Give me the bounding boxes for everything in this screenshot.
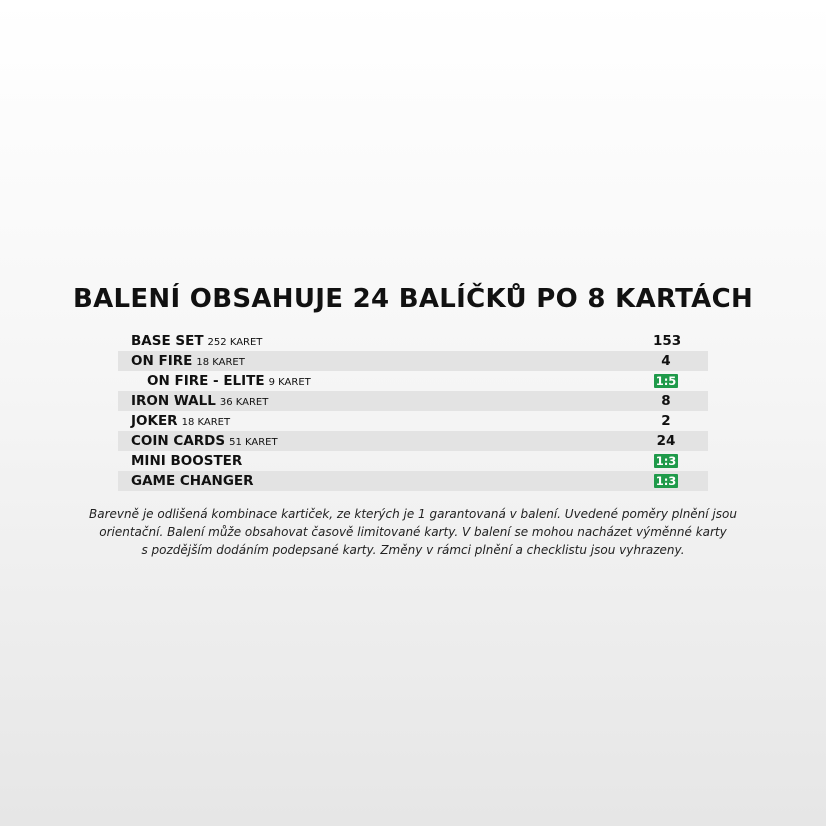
- row-name: ON FIRE - ELITE: [147, 373, 265, 389]
- row-card-count: 9 KARET: [268, 377, 311, 388]
- row-value: 8: [661, 393, 671, 409]
- disclaimer-note: [40, 505, 786, 559]
- note-line: s pozdějším dodáním podepsané karty. Změny v rámci plnění a checklistu jsou vyhrazeny.: [141, 543, 685, 557]
- row-card-count: 18 KARET: [181, 417, 231, 428]
- row-card-count: 18 KARET: [196, 357, 245, 368]
- row-name: MINI BOOSTER: [131, 453, 243, 469]
- note-line: Barevně je odlišená kombinace kartiček, ze kterých je 1 garantovaná v balení. Uvedené poměry plnění jsou: [89, 507, 737, 521]
- row-card-count: 252 KARET: [207, 337, 263, 348]
- row-label: [118, 333, 262, 349]
- table-row-on-fire: [118, 351, 708, 371]
- row-name: COIN CARDS: [131, 433, 226, 449]
- table-row-base-set: [118, 331, 708, 351]
- row-name: BASE SET: [131, 333, 204, 349]
- row-label: [118, 473, 258, 489]
- row-label: [118, 413, 230, 429]
- table-row-on-fire-elite: [118, 371, 708, 391]
- table-row-iron-wall: [118, 391, 708, 411]
- ratio-badge: 1:3: [655, 454, 677, 468]
- row-name: IRON WALL: [131, 393, 216, 409]
- row-label: [118, 373, 311, 389]
- row-value: 2: [661, 413, 671, 429]
- page-title: BALENÍ OBSAHUJE 24 BALÍČKŮ PO 8 KARTÁCH: [72, 284, 754, 314]
- table-row-game-changer: [118, 471, 708, 491]
- row-label: [118, 453, 246, 469]
- table-row-mini-booster: [118, 451, 708, 471]
- row-card-count: 36 KARET: [219, 397, 269, 408]
- row-value: 4: [661, 353, 671, 369]
- row-value: 153: [653, 333, 682, 349]
- ratio-badge: 1:3: [655, 474, 677, 488]
- row-value: 24: [656, 433, 676, 449]
- row-name: GAME CHANGER: [131, 473, 254, 489]
- row-label: [118, 433, 278, 449]
- table-row-joker: [118, 411, 708, 431]
- row-label: [118, 393, 268, 409]
- row-label: [118, 353, 245, 369]
- table-row-coin-cards: [118, 431, 708, 451]
- row-card-count: 51 KARET: [229, 437, 278, 448]
- note-line: orientační. Balení může obsahovat časově limitované karty. V balení se mohou nacházet výměnné karty: [99, 525, 727, 539]
- row-name: JOKER: [131, 413, 178, 429]
- ratio-badge: 1:5: [655, 374, 677, 388]
- contents-table: [118, 331, 708, 491]
- row-name: ON FIRE: [131, 353, 193, 369]
